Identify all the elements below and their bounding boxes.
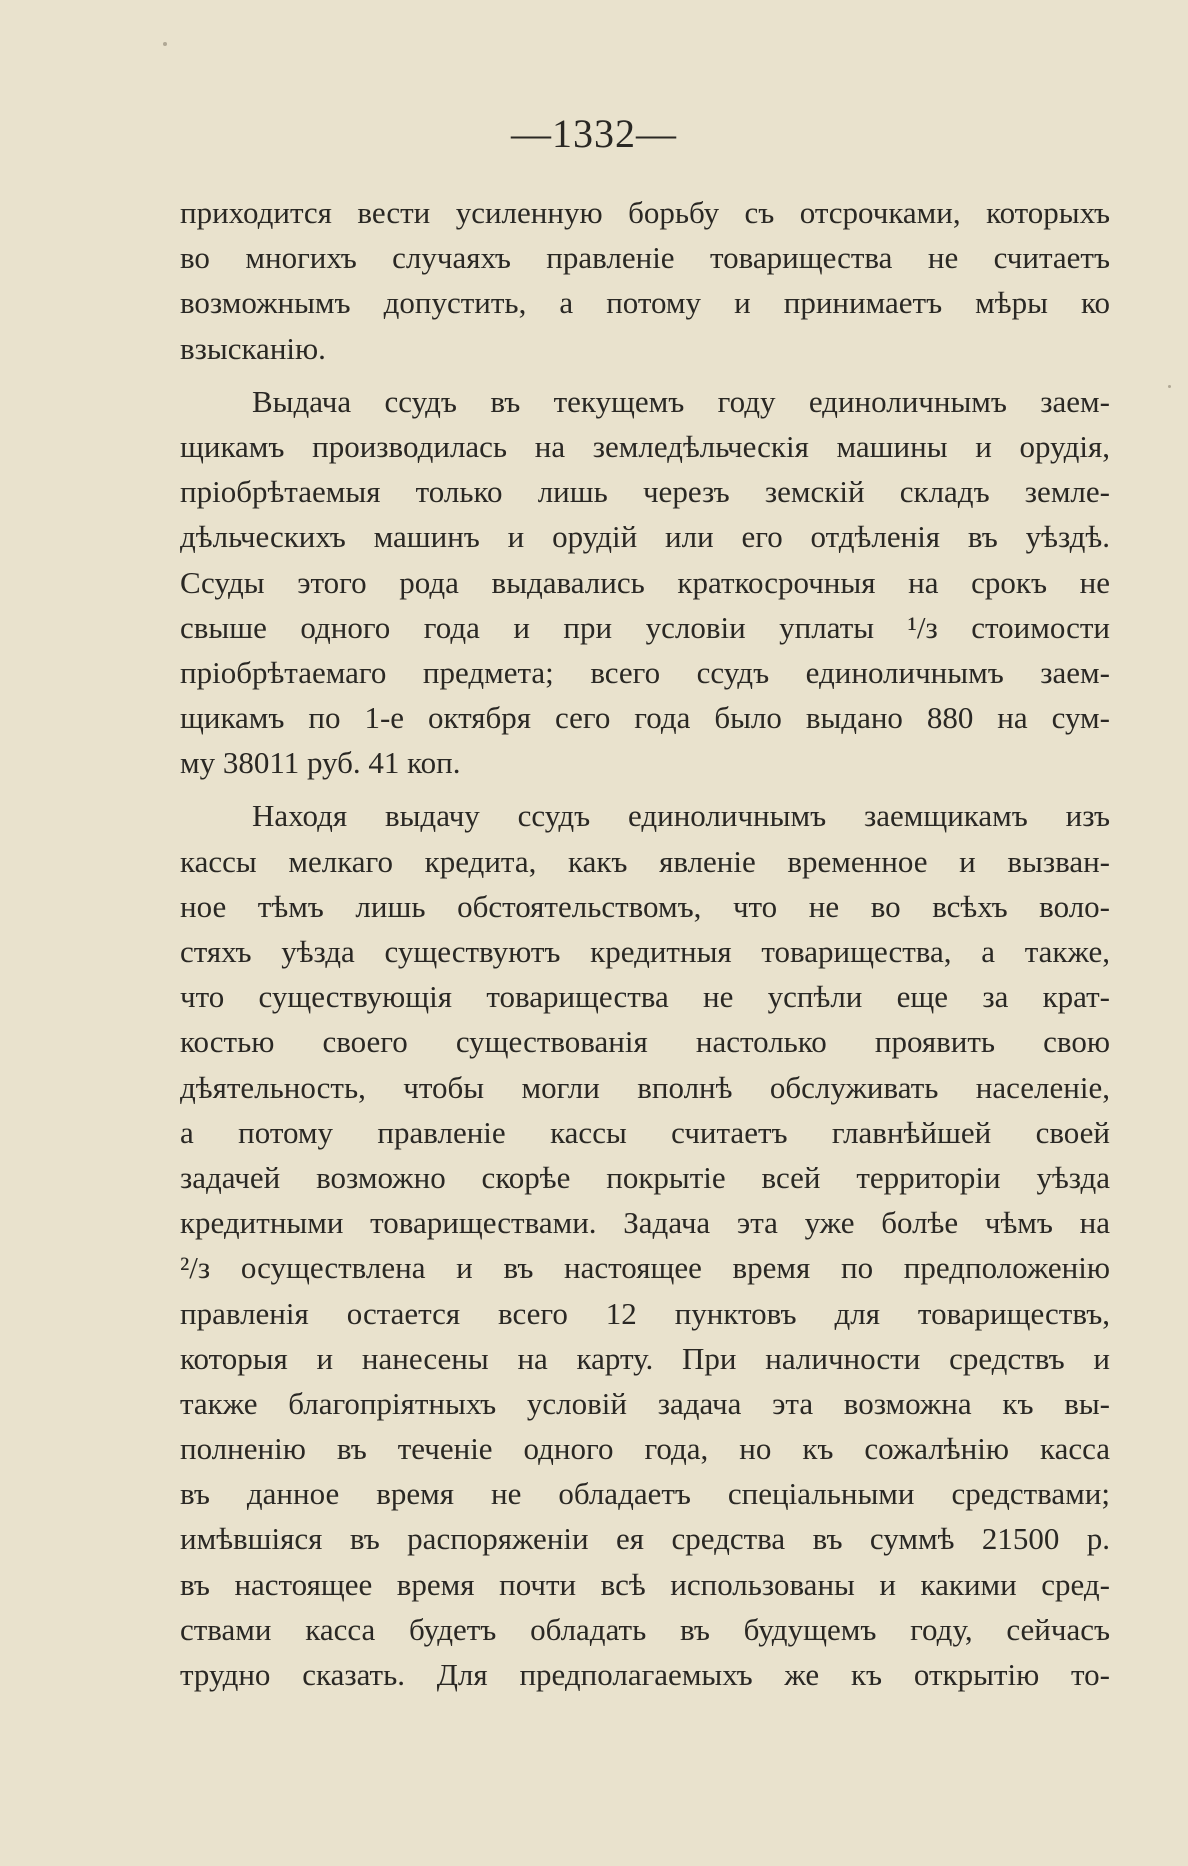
page-number: —1332— (511, 111, 677, 156)
paper-speck (163, 42, 167, 46)
text-line: приходится вести усиленную борьбу съ отсрочками, которыхъ (180, 195, 1110, 230)
text-line: ²/з осуществлена и въ настоящее время по предположенію (180, 1250, 1110, 1286)
text-line: щикамъ производилась на земледѣльческія машины и орудія, (180, 428, 1110, 464)
text-line: Выдача ссудъ въ текущемъ году единоличнымъ заем- (252, 383, 1110, 419)
text-line: стяхъ уѣзда существуютъ кредитныя товарищества, а также, (180, 934, 1110, 969)
text-line: щикамъ по 1-е октября сего года было выдано 880 на сум- (180, 700, 1110, 736)
text-line: дѣятельность, чтобы могли вполнѣ обслуживать населеніе, (180, 1069, 1110, 1105)
text-line: а потому правленіе кассы считаетъ главнѣйшей своей (180, 1114, 1110, 1150)
text-line: му 38011 руб. 41 коп. (180, 745, 461, 781)
text-line: также благопріятныхъ условій задача эта возможна къ вы- (180, 1385, 1110, 1421)
text-line: возможнымъ допустить, а потому и принимаетъ мѣры ко (180, 285, 1110, 321)
text-line: что существующія товарищества не успѣли еще за крат- (180, 979, 1110, 1015)
text-line: въ данное время не обладаетъ спеціальными средствами; (180, 1476, 1110, 1512)
text-line: правленія остается всего 12 пунктовъ для товариществъ, (180, 1295, 1110, 1331)
text-line: кассы мелкаго кредита, какъ явленіе временное и вызван- (180, 843, 1110, 879)
text-line: кредитными товариществами. Задача эта уже болѣе чѣмъ на (180, 1205, 1110, 1241)
text-line: пріобрѣтаемыя только лишь черезъ земскій складъ земле- (180, 474, 1110, 510)
text-line: имѣвшіяся въ распоряженіи ея средства въ суммѣ 21500 р. (180, 1521, 1110, 1557)
text-line: пріобрѣтаемаго предмета; всего ссудъ единоличнымъ заем- (180, 654, 1110, 690)
text-line: взысканію. (180, 330, 326, 366)
text-line: во многихъ случаяхъ правленіе товарищества не считаетъ (180, 240, 1110, 276)
text-line: ствами касса будетъ обладать въ будущемъ году, сейчасъ (180, 1611, 1110, 1647)
text-line: ное тѣмъ лишь обстоятельствомъ, что не во всѣхъ воло- (180, 888, 1110, 924)
text-line: трудно сказать. Для предполагаемыхъ же къ открытію то- (180, 1657, 1110, 1692)
paper-speck (1168, 385, 1171, 388)
text-line: Находя выдачу ссудъ единоличнымъ заемщикамъ изъ (252, 798, 1110, 834)
text-line: въ настоящее время почти всѣ использованы и какими сред- (180, 1566, 1110, 1602)
text-line: свыше одного года и при условіи уплаты ¹/з стоимости (180, 609, 1110, 645)
text-line: костью своего существованія настолько проявить свою (180, 1024, 1110, 1060)
text-line: которыя и нанесены на карту. При наличности средствъ и (180, 1340, 1110, 1376)
text-line: Ссуды этого рода выдавались краткосрочныя на срокъ не (180, 564, 1110, 600)
text-line: задачей возможно скорѣе покрытіе всей территоріи уѣзда (180, 1159, 1110, 1195)
text-line: полненію въ теченіе одного года, но къ сожалѣнію касса (180, 1431, 1110, 1467)
text-line: дѣльческихъ машинъ и орудій или его отдѣленія въ уѣздѣ. (180, 519, 1110, 555)
body-text (180, 190, 1110, 1697)
